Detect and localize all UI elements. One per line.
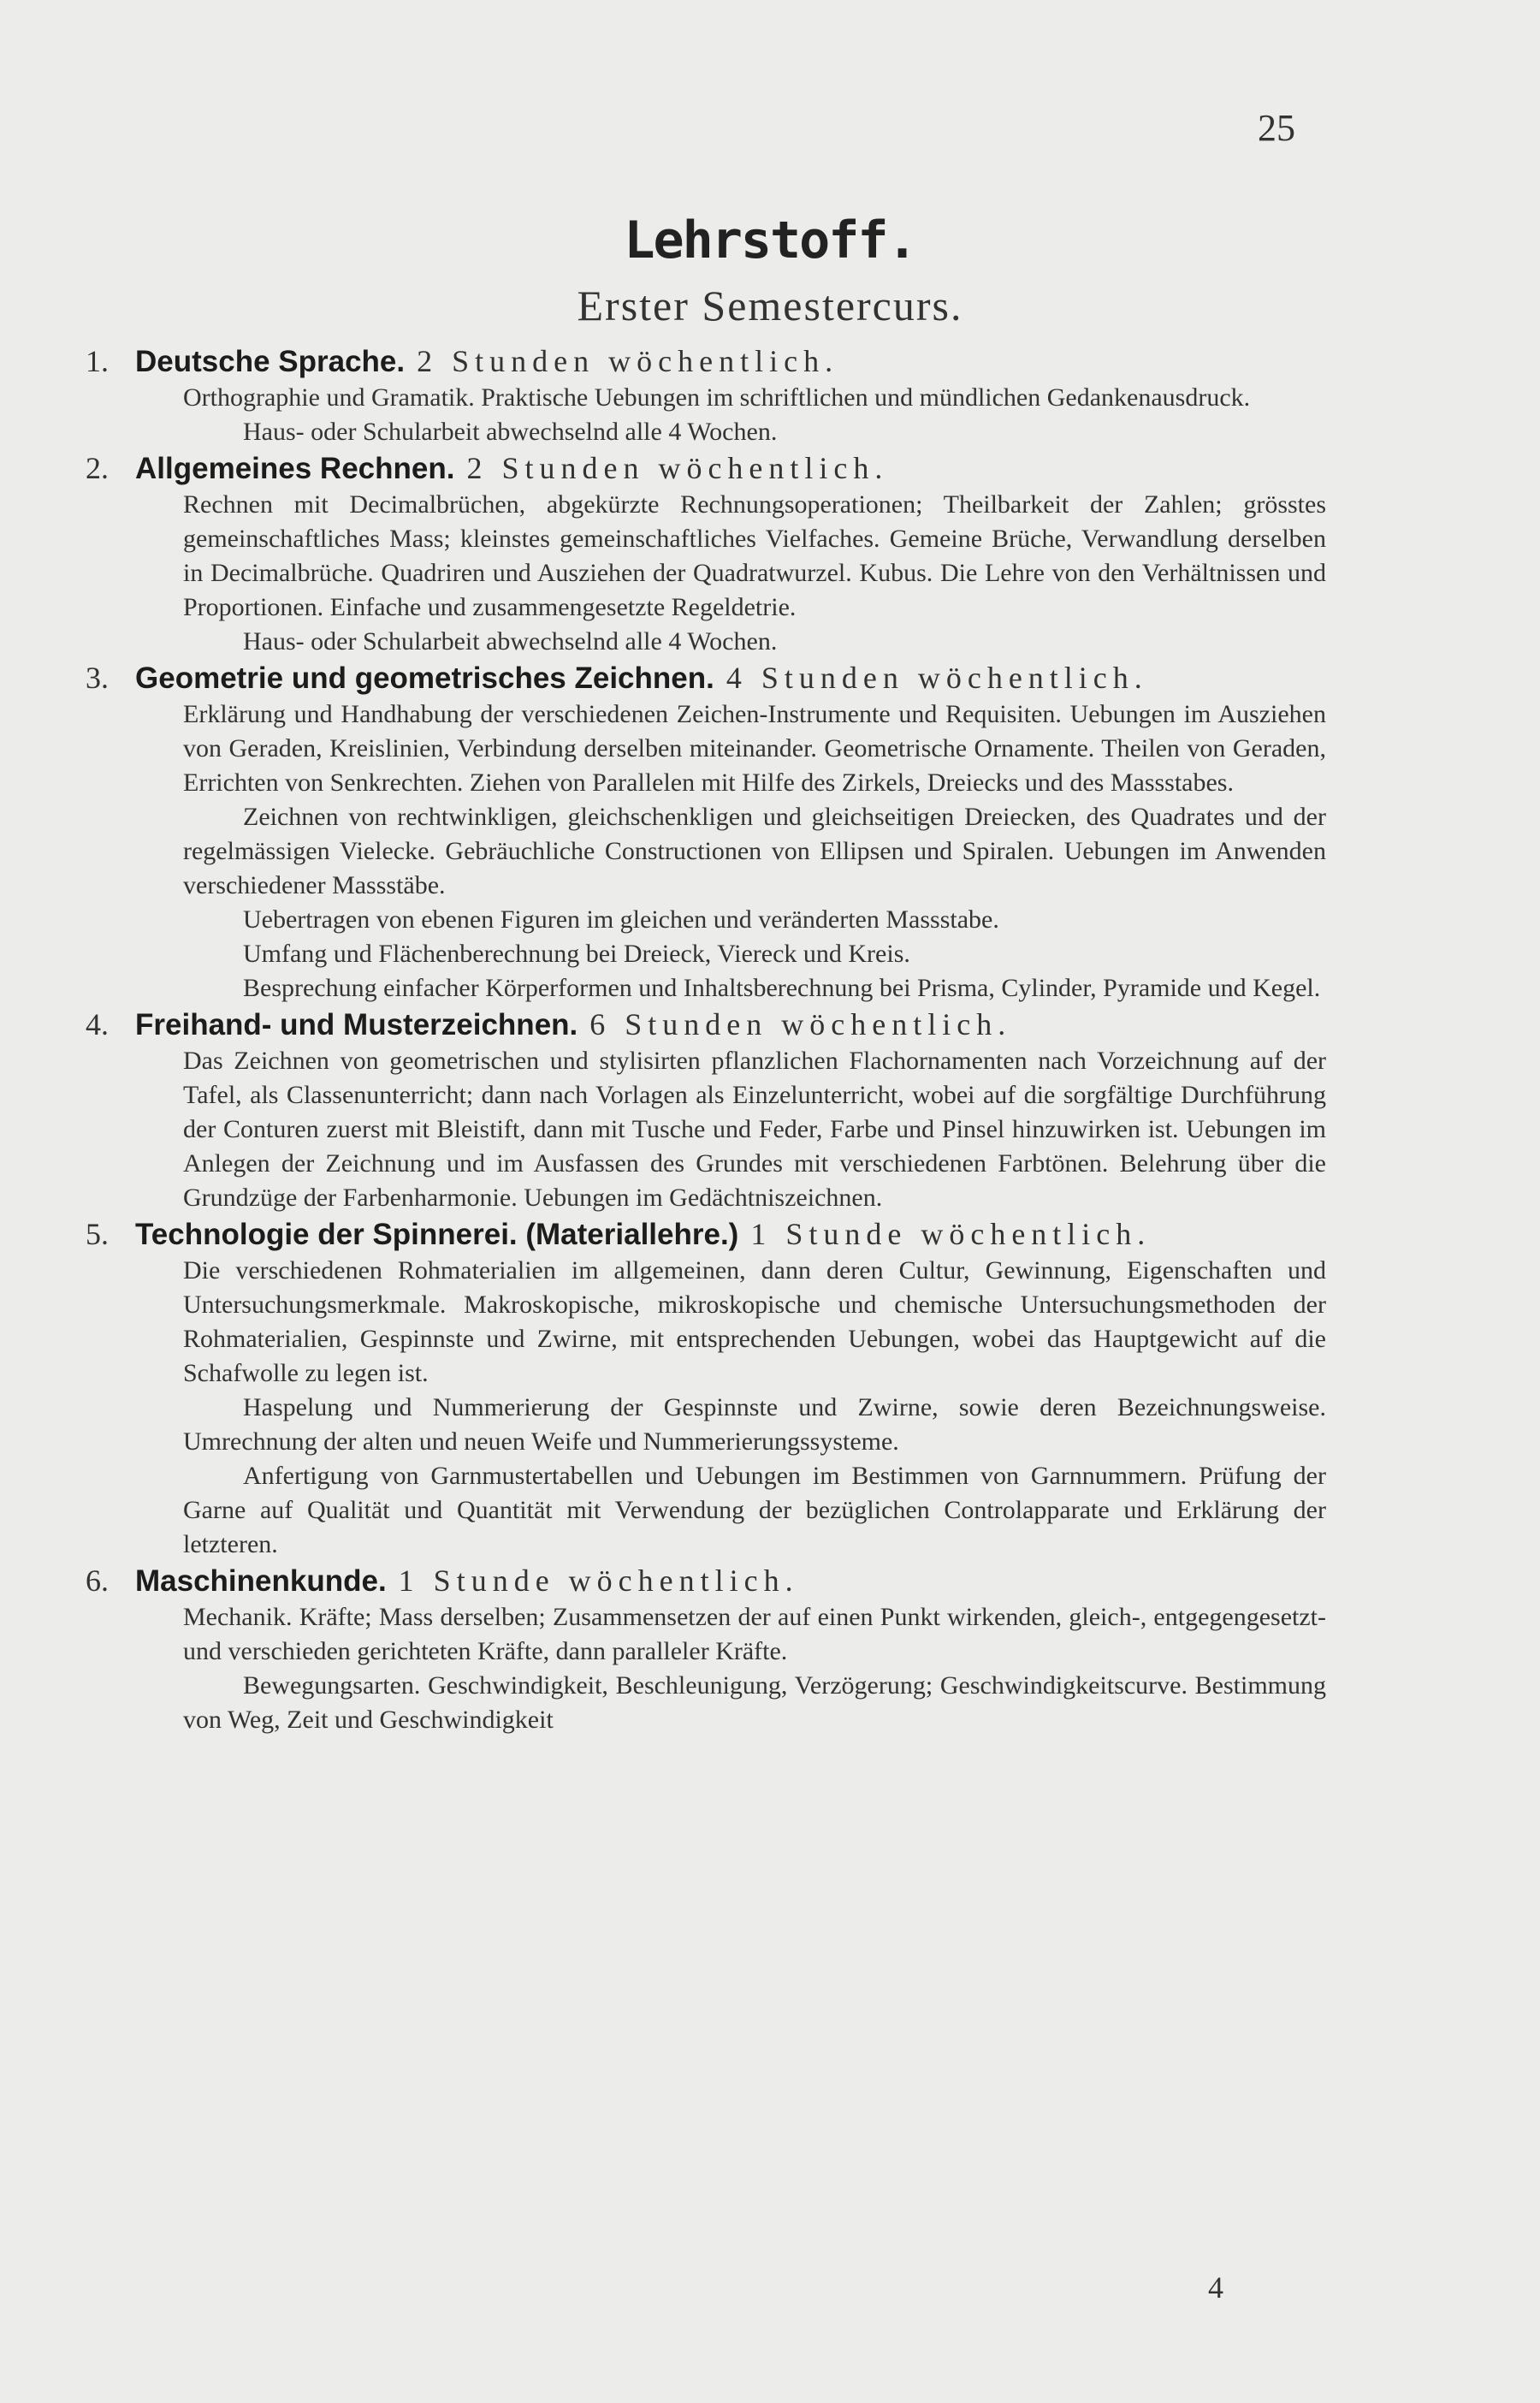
section-paragraph: Orthographie und Gramatik. Praktische Uebungen im schriftlichen und mündlichen Gedankenausdruck.	[183, 383, 1251, 412]
section	[86, 1562, 1326, 1737]
section-title: Maschinenkunde.	[135, 1564, 387, 1598]
sections-container	[86, 342, 1326, 1737]
section-number: 2.	[86, 451, 109, 485]
section-paragraph: Erklärung und Handhabung der verschiedenen Zeichen-Instrumente und Requisiten. Uebungen im Ausziehen von Geraden, Kreislinien, Verbindung derselben miteinander. Geometrische Ornamente. Theilen von Geraden, Errichten von Senkrechten. Ziehen von Parallelen mit Hilfe des Zirkels, Dreiecks und des Massstabes.	[183, 700, 1326, 797]
signature-mark: 4	[1208, 2270, 1223, 2305]
section-title: Technologie der Spinnerei. (Materiallehre.)	[135, 1218, 739, 1251]
section-number: 4.	[86, 1007, 109, 1041]
section-hours: 2 Stunden wöchentlich.	[417, 344, 839, 378]
section-paragraph: Haus- oder Schularbeit abwechselnd alle 4 Wochen.	[243, 418, 778, 446]
section-paragraph: Die verschiedenen Rohmaterialien im allgemeinen, dann deren Cultur, Gewinnung, Eigenschaften und Untersuchungsmerkmale. Makroskopische, mikroskopische und chemische Untersuchungsmethoden der Rohmaterialien, Gespinnste und Zwirne, mit entsprechenden Uebungen, wobei das Hauptgewicht auf die Schafwolle zu legen ist.	[183, 1256, 1326, 1387]
section-paragraph: Rechnen mit Decimalbrüchen, abgekürzte Rechnungsoperationen; Theilbarkeit der Zahlen; grösstes gemeinschaftliches Mass; kleinstes gemeinschaftliches Vielfaches. Gemeine Brüche, Verwandlung derselben in Decimalbrüche. Quadriren und Ausziehen der Quadratwurzel. Kubus. Die Lehre von den Verhältnissen und Proportionen. Einfache und zusammengesetzte Regeldetrie.	[183, 490, 1326, 621]
section-hours: 1 Stunde wöchentlich.	[398, 1563, 799, 1598]
section-paragraph: Umfang und Flächenberechnung bei Dreieck, Viereck und Kreis.	[243, 940, 910, 968]
section-number: 3.	[86, 661, 109, 695]
section-heading	[86, 1562, 1326, 1600]
section-paragraph: Haspelung und Nummerierung der Gespinnste und Zwirne, sowie deren Bezeichnungsweise. Umrechnung der alten und neuen Weife und Nummerierungssysteme.	[183, 1393, 1326, 1456]
section-number: 1.	[86, 344, 109, 378]
section	[86, 342, 1326, 449]
page-title: Lehrstoff.	[624, 211, 916, 270]
section	[86, 449, 1326, 659]
section-title: Freihand- und Musterzeichnen.	[135, 1008, 578, 1041]
section	[86, 1215, 1326, 1562]
section-title: Geometrie und geometrisches Zeichnen.	[135, 662, 714, 695]
section-paragraph: Besprechung einfacher Körperformen und Inhaltsberechnung bei Prisma, Cylinder, Pyramide und Kegel.	[243, 974, 1321, 1002]
section-number: 6.	[86, 1563, 109, 1598]
section-heading	[86, 659, 1326, 697]
page-subtitle: Erster Semestercurs.	[577, 282, 963, 329]
section-paragraph: Mechanik. Kräfte; Mass derselben; Zusammensetzen der auf einen Punkt wirkenden, gleich-, entgegengesetzt- und verschieden gerichteten Kräfte, dann paralleler Kräfte.	[183, 1603, 1326, 1665]
section-hours: 2 Stunden wöchentlich.	[466, 451, 889, 485]
section-paragraph: Das Zeichnen von geometrischen und stylisirten pflanzlichen Flachornamenten nach Vorzeichnung auf der Tafel, als Classenunterricht; dann nach Vorlagen als Einzelunterricht, wobei auf die sorgfältige Durchführung der Conturen zuerst mit Bleistift, dann mit Tusche und Feder, Farbe und Pinsel hinzuwirken ist. Uebungen im Anlegen der Zeichnung und im Ausfassen des Grundes mit verschiedenen Farbtönen. Belehrung über die Grundzüge der Farbenharmonie. Uebungen im Gedächtniszeichnen.	[183, 1047, 1326, 1212]
section-paragraph: Bewegungsarten. Geschwindigkeit, Beschleunigung, Verzögerung; Geschwindigkeitscurve. Bestimmung von Weg, Zeit und Geschwindigkeit	[183, 1671, 1326, 1734]
section-hours: 1 Stunde wöchentlich.	[750, 1217, 1152, 1251]
page-number: 25	[1258, 107, 1295, 149]
section-hours: 6 Stunden wöchentlich.	[589, 1007, 1012, 1041]
section	[86, 1006, 1326, 1215]
section-hours: 4 Stunden wöchentlich.	[726, 661, 1148, 695]
section-paragraph: Uebertragen von ebenen Figuren im gleichen und veränderten Massstabe.	[243, 905, 999, 934]
section-title: Allgemeines Rechnen.	[135, 452, 455, 485]
section-paragraph: Haus- oder Schularbeit abwechselnd alle 4 Wochen.	[243, 627, 778, 656]
section	[86, 659, 1326, 1006]
section-heading	[86, 1006, 1326, 1044]
section-heading	[86, 449, 1326, 488]
section-number: 5.	[86, 1217, 109, 1251]
section-paragraph: Zeichnen von rechtwinkligen, gleichschenkligen und gleichseitigen Dreiecken, des Quadrates und der regelmässigen Vielecke. Gebräuchliche Constructionen von Ellipsen und Spiralen. Uebungen im Anwenden verschiedener Massstäbe.	[183, 803, 1326, 899]
section-heading	[86, 1215, 1326, 1254]
section-heading	[86, 342, 1326, 381]
section-paragraph: Anfertigung von Garnmustertabellen und Uebungen im Bestimmen von Garnnummern. Prüfung der Garne auf Qualität und Quantität mit Verwendung der bezüglichen Controlapparate und Erklärung der letzteren.	[183, 1462, 1326, 1558]
section-title: Deutsche Sprache.	[135, 345, 406, 378]
